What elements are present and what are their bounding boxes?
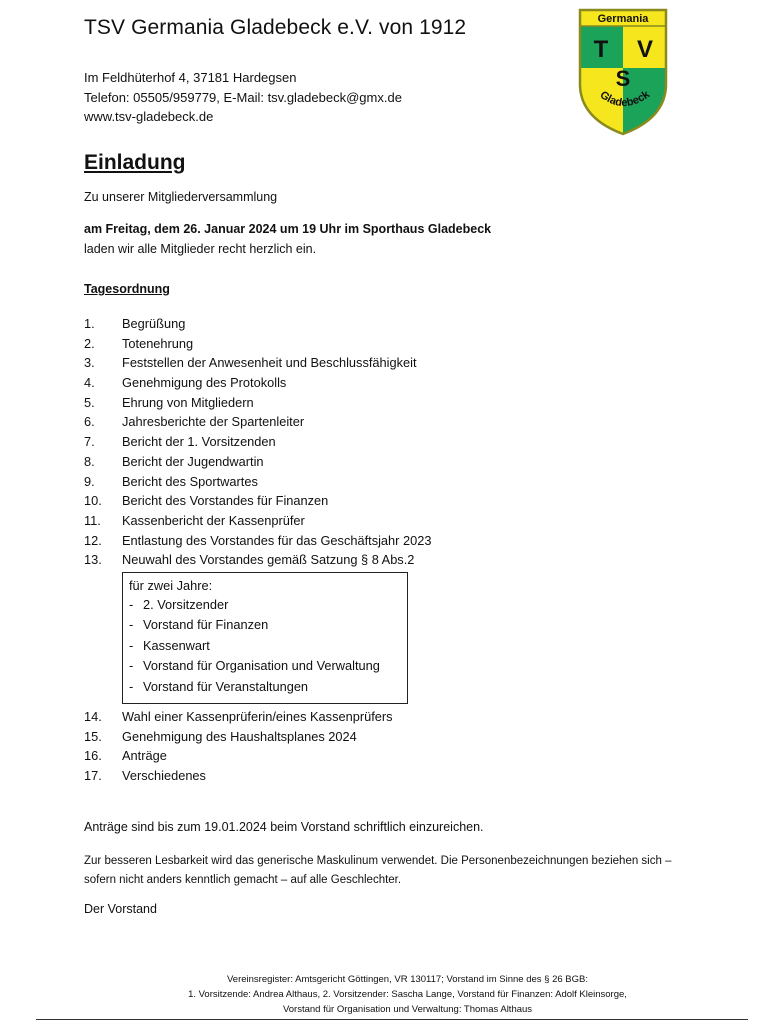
election-position-label: Vorstand für Organisation und Verwaltung <box>143 658 380 674</box>
agenda-item <box>84 412 684 432</box>
footer <box>0 972 770 1017</box>
agenda-item-text: Feststellen der Anwesenheit und Beschlussfähigkeit <box>122 355 417 371</box>
crest-top-text: Germania <box>597 13 649 25</box>
bullet-dash: - <box>129 637 134 653</box>
motion-deadline: Anträge sind bis zum 19.01.2024 beim Vorstand schriftlich einzureichen. <box>84 820 484 834</box>
agenda-item <box>84 432 684 452</box>
agenda-item <box>84 531 684 551</box>
agenda-item-number: 4. <box>84 375 95 391</box>
election-position-label: 2. Vorsitzender <box>143 596 229 612</box>
agenda-item <box>84 334 684 354</box>
agenda-item-number: 12. <box>84 532 102 548</box>
agenda-item <box>84 550 684 570</box>
agenda-item <box>84 511 684 531</box>
agenda-item <box>84 373 684 393</box>
agenda-item <box>84 746 684 766</box>
election-box <box>122 572 408 704</box>
agenda-item-number: 15. <box>84 728 102 744</box>
agenda-item-number: 11. <box>84 512 101 528</box>
agenda-item <box>84 727 684 747</box>
agenda-item-text: Bericht der Jugendwartin <box>122 453 264 469</box>
election-position-label: Vorstand für Veranstaltungen <box>143 678 309 694</box>
agenda-item-number: 3. <box>84 355 95 371</box>
election-position <box>129 656 401 676</box>
website: www.tsv-gladebeck.de <box>84 109 214 124</box>
agenda-item-number: 5. <box>84 394 95 410</box>
agenda-items-part1 <box>84 314 684 570</box>
agenda-item <box>84 452 684 472</box>
agenda-item-text: Wahl einer Kassenprüferin/eines Kassenprüfers <box>122 708 393 724</box>
agenda-item-number: 6. <box>84 414 95 430</box>
agenda-heading: Tagesordnung <box>84 282 170 296</box>
agenda-item-text: Jahresberichte der Spartenleiter <box>122 414 305 430</box>
invitation-intro: Zu unserer Mitgliederversammlung <box>84 190 278 204</box>
election-position <box>129 636 401 656</box>
election-position <box>129 677 401 697</box>
crest-letter-v: V <box>636 36 654 63</box>
agenda-item-number: 16. <box>84 748 102 764</box>
agenda-item-number: 9. <box>84 473 95 489</box>
agenda-item <box>84 353 684 373</box>
election-positions <box>129 595 401 697</box>
agenda-item <box>84 472 684 492</box>
invitation-heading: Einladung <box>84 151 186 174</box>
agenda-item-number: 2. <box>84 335 95 351</box>
agenda-item <box>84 314 684 334</box>
agenda-item <box>84 766 684 786</box>
agenda-item <box>84 707 684 727</box>
agenda-item-number: 13. <box>84 552 102 568</box>
agenda-item-text: Verschiedenes <box>122 768 206 784</box>
agenda-item <box>84 491 684 511</box>
agenda-item-text: Neuwahl des Vorstandes gemäß Satzung § 8 Abs.2 <box>122 552 415 568</box>
agenda-list <box>84 314 684 786</box>
agenda-item-text: Ehrung von Mitgliedern <box>122 394 254 410</box>
crest-letter-t: T <box>593 36 609 63</box>
address: Im Feldhüterhof 4, 37181 Hardegsen <box>84 70 297 85</box>
election-position <box>129 595 401 615</box>
bullet-dash: - <box>129 678 134 694</box>
club-name: TSV Germania Gladebeck e.V. von 1912 <box>84 16 467 39</box>
agenda-item-number: 1. <box>84 316 95 331</box>
agenda-item-number: 10. <box>84 493 102 509</box>
footer-line-2: 1. Vorsitzende: Andrea Althaus, 2. Vorsitzender: Sascha Lange, Vorstand für Finanzen: Adolf Kleinsorge, <box>188 989 627 1000</box>
footer-line-1: Vereinsregister: Amtsgericht Göttingen, VR 130117; Vorstand im Sinne des § 26 BGB: <box>226 974 589 985</box>
agenda-item-text: Entlastung des Vorstandes für das Geschäftsjahr 2023 <box>122 532 432 548</box>
footer-line-3: Vorstand für Organisation und Verwaltung: Thomas Althaus <box>282 1004 533 1015</box>
agenda-item-text: Genehmigung des Haushaltsplanes 2024 <box>122 728 357 744</box>
footer-rule <box>36 1019 748 1020</box>
agenda-item-text: Begrüßung <box>122 316 186 331</box>
agenda-item-number: 14. <box>84 708 102 724</box>
club-crest-logo <box>577 6 669 136</box>
agenda-item <box>84 393 684 413</box>
agenda-item-number: 8. <box>84 453 95 469</box>
crest-letter-s: S <box>615 66 631 91</box>
bullet-dash: - <box>129 658 134 674</box>
crest-bottom-text: Gladebeck <box>597 88 652 110</box>
bullet-dash: - <box>129 617 134 633</box>
gender-note: Zur besseren Lesbarkeit wird das generische Maskulinum verwendet. Die Personenbezeichnungen beziehen sich – sofern nicht anders kenntlich gemacht – auf alle Geschlechter. <box>84 855 672 886</box>
agenda-item-text: Kassenbericht der Kassenprüfer <box>122 512 305 528</box>
agenda-item-text: Totenehrung <box>122 335 194 351</box>
contact-block <box>84 68 402 127</box>
agenda-item-text: Bericht des Vorstandes für Finanzen <box>122 493 329 509</box>
bullet-dash: - <box>129 596 134 612</box>
invitation-line: laden wir alle Mitglieder recht herzlich ein. <box>84 242 317 256</box>
agenda-item-text: Genehmigung des Protokolls <box>122 375 287 391</box>
agenda-item-text: Bericht der 1. Vorsitzenden <box>122 434 276 450</box>
contact-line: Telefon: 05505/959779, E-Mail: tsv.gladebeck@gmx.de <box>84 89 402 105</box>
agenda-item-number: 7. <box>84 434 95 450</box>
agenda-items-part2 <box>84 707 684 786</box>
meeting-date-line: am Freitag, dem 26. Januar 2024 um 19 Uhr im Sporthaus Gladebeck <box>84 222 492 236</box>
agenda-item-text: Anträge <box>122 748 167 764</box>
election-box-title: für zwei Jahre: <box>129 577 213 593</box>
election-position-label: Kassenwart <box>143 637 210 653</box>
signature: Der Vorstand <box>84 902 157 916</box>
agenda-item-text: Bericht des Sportwartes <box>122 473 258 489</box>
agenda-item-number: 17. <box>84 768 102 784</box>
election-position-label: Vorstand für Finanzen <box>143 617 269 633</box>
election-position <box>129 615 401 635</box>
